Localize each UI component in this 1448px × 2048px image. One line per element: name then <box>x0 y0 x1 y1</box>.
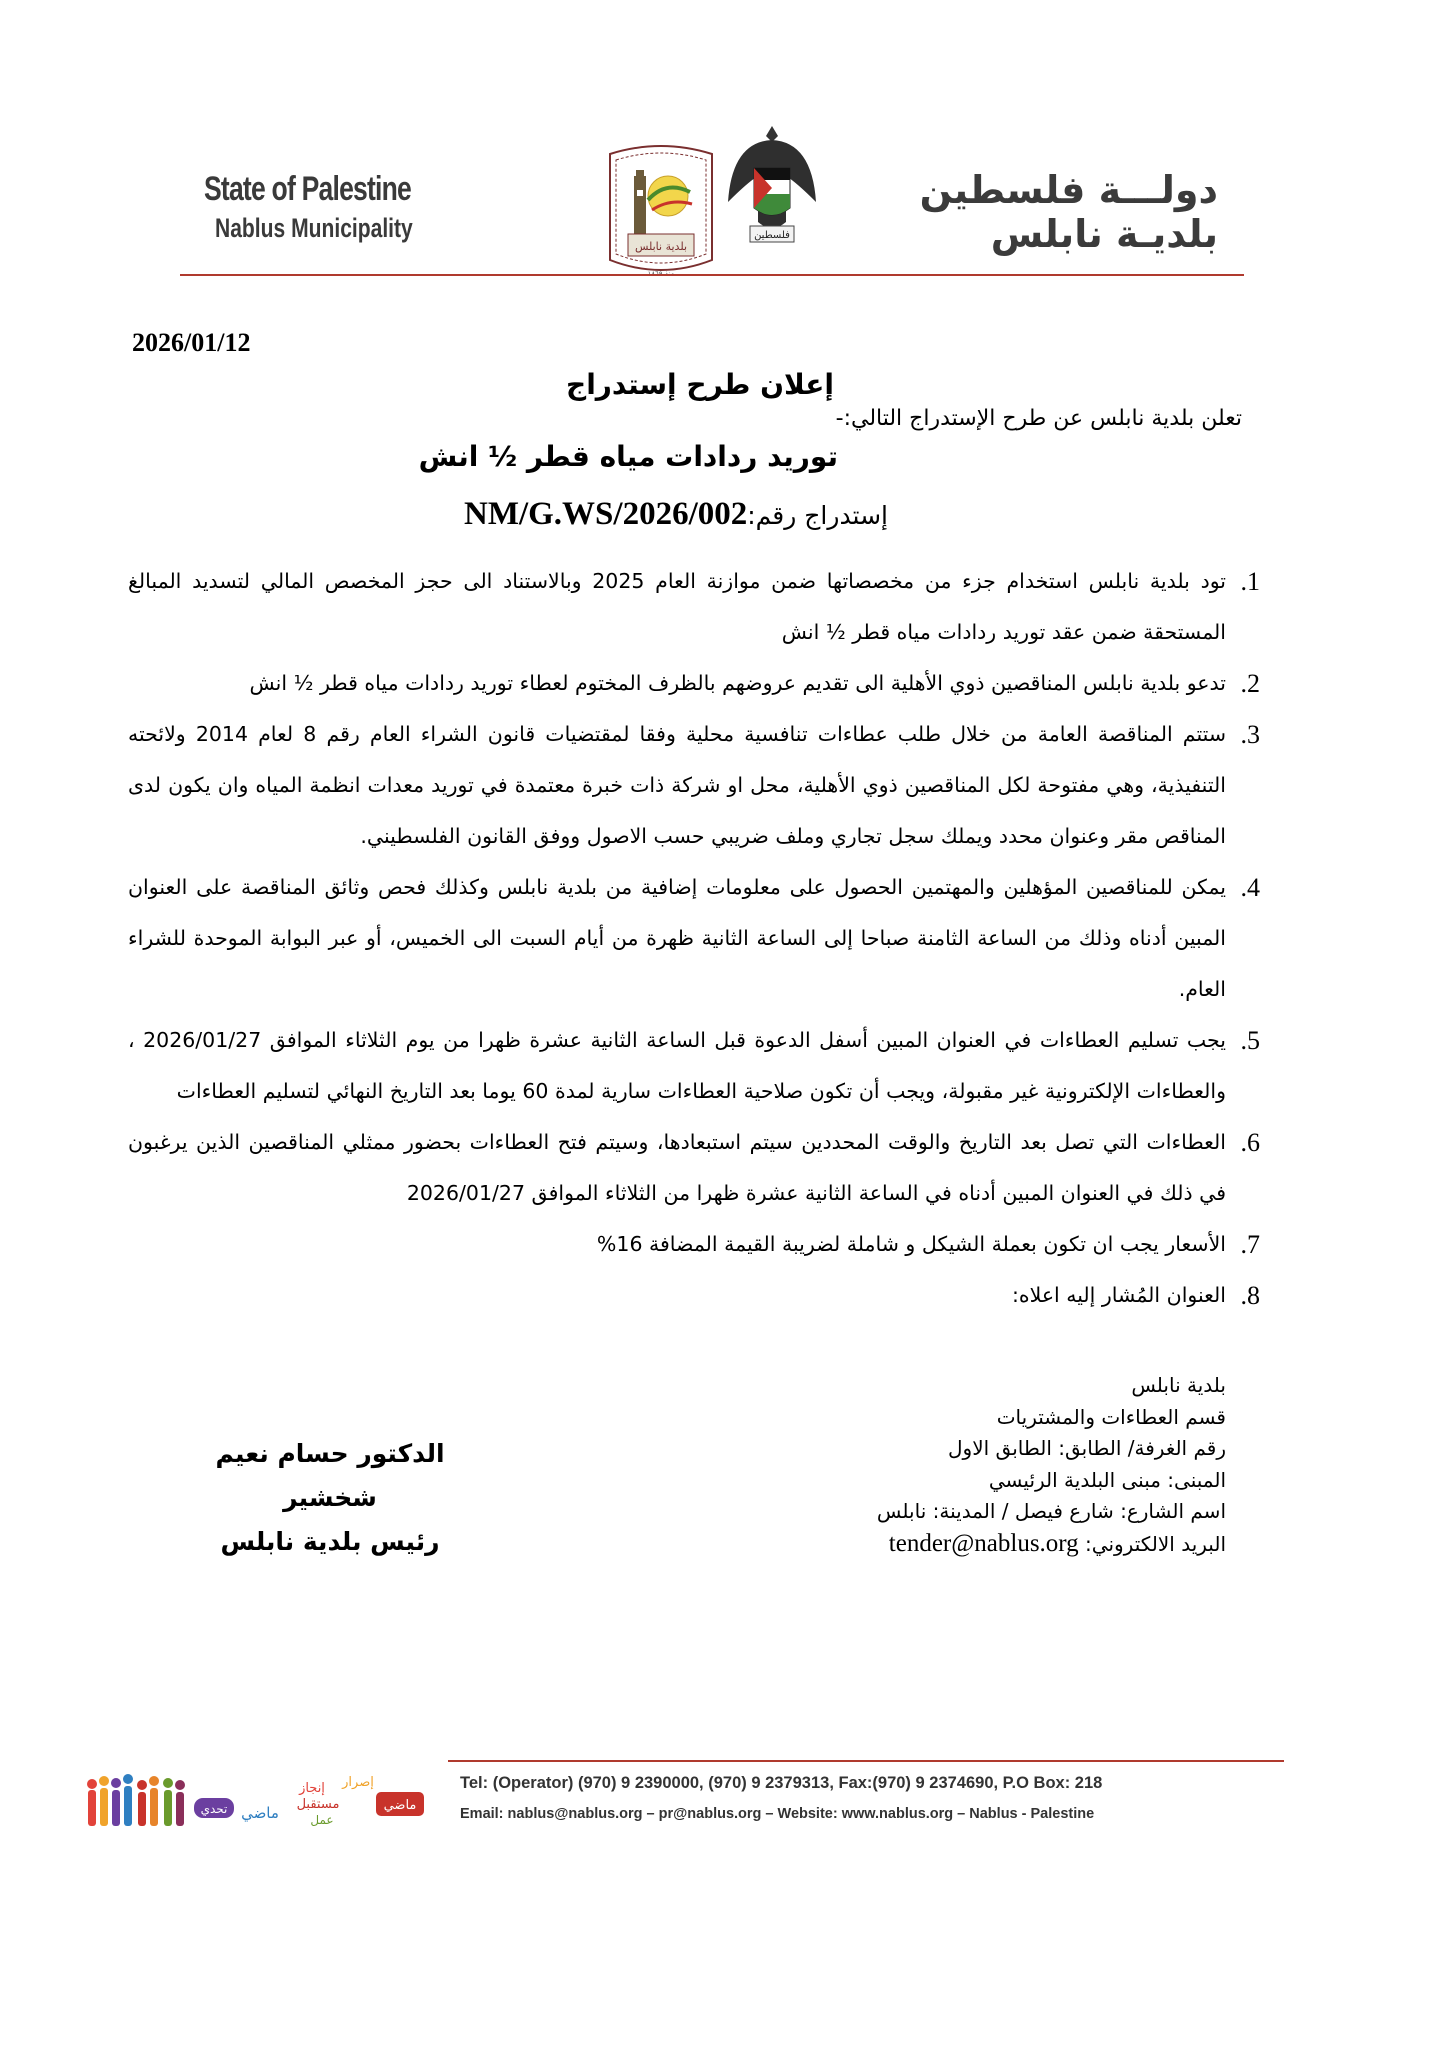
item-text: يجب تسليم العطاءات في العنوان المبين أسفل الدعوة قبل الساعة الثانية عشرة ظهرا من يوم الثلاثاء الموافق 2026/01/27 ، والعطاءات الإلكترونية غير مقبولة، ويجب أن تكون صلاحية العطاءات سارية لمدة 60 يوما بعد التاريخ النهائي لتسليم العطاءات <box>128 1028 1226 1103</box>
header-state-name: State of Palestine <box>204 170 412 208</box>
palestine-eagle-emblem-icon <box>724 122 820 262</box>
header-municipality-name: Nablus Municipality <box>215 213 413 243</box>
item-number: 7. <box>1240 1230 1260 1259</box>
item-text: تود بلدية نابلس استخدام جزء من مخصصاتها ضمن موازنة العام 2025 وبالاستناد الى حجز المخصص المالي لتسديد المبالغ المستحقة ضمن عقد توريد ردادات مياه قطر ½ انش <box>128 569 1226 644</box>
list-item <box>128 1219 1260 1270</box>
item-number: 5. <box>1240 1026 1260 1055</box>
document-date: 2026/01/12 <box>132 328 251 357</box>
item-text: الأسعار يجب ان تكون بعملة الشيكل و شاملة لضريبة القيمة المضافة 16% <box>596 1232 1226 1256</box>
email-address[interactable]: tender@nablus.org <box>888 1529 1079 1557</box>
list-item <box>128 556 1260 658</box>
slogan-word: إصرار <box>342 1775 374 1790</box>
header-divider <box>180 274 1244 276</box>
item-number: 1. <box>1240 567 1260 596</box>
delivery-address <box>877 1370 1226 1560</box>
reference-number: NM/G.WS/2026/002 <box>463 496 748 532</box>
slogan-word: عمل <box>310 1813 334 1827</box>
address-email-line <box>877 1528 1226 1561</box>
slogan-word: مستقبل <box>296 1797 340 1812</box>
address-line: بلدية نابلس <box>1131 1373 1226 1397</box>
footer-contact-web: Email: nablus@nablus.org – pr@nablus.org – Website: www.nablus.org – Nablus - Palestine <box>460 1806 1095 1822</box>
slogan-word: تحدي <box>200 1802 228 1816</box>
document-intro: تعلن بلدية نابلس عن طرح الإستدراج التالي:- <box>835 406 1242 431</box>
header-arabic <box>920 168 1218 256</box>
slogan-word: إنجاز <box>299 1781 325 1796</box>
item-text: العنوان المُشار إليه اعلاه: <box>1011 1283 1226 1307</box>
people-figures-icon <box>87 1774 185 1826</box>
address-line: قسم العطاءات والمشتريات <box>996 1404 1226 1429</box>
list-item <box>128 1270 1260 1321</box>
signatory-role: رئيس بلدية نابلس <box>220 1527 440 1556</box>
address-line: المبنى: مبنى البلدية الرئيسي <box>988 1467 1226 1492</box>
list-item <box>128 1015 1260 1117</box>
document-title: إعلان طرح إستدراج <box>566 368 834 401</box>
item-text: تدعو بلدية نابلس المناقصين ذوي الأهلية الى تقديم عروضهم بالظرف المختوم لعطاء توريد ردادات مياه قطر ½ انش <box>249 671 1226 695</box>
slogan-word: ماضي <box>383 1798 417 1813</box>
address-line: رقم الغرفة/ الطابق: الطابق الاول <box>948 1436 1226 1460</box>
item-number: 4. <box>1240 873 1260 902</box>
list-item <box>128 1117 1260 1219</box>
footer-slogan-logo-icon <box>86 1762 436 1832</box>
nablus-municipality-emblem-icon <box>600 140 722 282</box>
item-number: 2. <box>1240 669 1260 698</box>
header-english <box>204 170 434 244</box>
email-label: البريد الالكتروني: <box>1085 1531 1226 1556</box>
list-item <box>128 709 1260 862</box>
header-municipality-name-arabic: بلديـة نابلس <box>990 212 1218 256</box>
footer-contact-phones: Tel: (Operator) (970) 9 2390000, (970) 9 2379313, Fax:(970) 9 2374690, P.O Box: 218 <box>460 1774 1103 1792</box>
slogan-word: ماضي <box>241 1804 279 1822</box>
item-number: 8. <box>1240 1281 1260 1310</box>
emblem-right-caption: فلسطين <box>754 230 790 241</box>
list-item <box>128 658 1260 709</box>
signatory-name: الدكتور حسام نعيم شخشير <box>215 1439 445 1512</box>
emblem-left-caption: بلدية نابلس <box>634 240 688 253</box>
terms-list <box>128 556 1260 1321</box>
item-number: 6. <box>1240 1128 1260 1157</box>
signature-block <box>175 1432 485 1564</box>
document-subject: توريد ردادات مياه قطر ½ انش <box>418 440 838 473</box>
item-text: ستتم المناقصة العامة من خلال طلب عطاءات تنافسية محلية وفقا لمقتضيات قانون الشراء العام رقم 8 لعام 2014 ولائحته التنفيذية، وهي مفتوحة لكل المناقصين ذوي الأهلية، محل او شركة ذات خبرة معتمدة في توريد معدات انظمة المياه وان يكون لدى المناقص مقر وعنوان محدد ويملك سجل تجاري وملف ضريبي حسب الاصول ووفق القانون الفلسطيني. <box>128 722 1227 848</box>
footer-divider <box>448 1760 1284 1762</box>
address-line: اسم الشارع: شارع فيصل / المدينة: نابلس <box>876 1499 1226 1523</box>
list-item <box>128 862 1260 1015</box>
item-text: العطاءات التي تصل بعد التاريخ والوقت المحددين سيتم استبعادها، وسيتم فتح العطاءات بحضور ممثلي المناقصين الذين يرغبون في ذلك في العنوان المبين أدناه في الساعة الثانية عشرة ظهرا من الثلاثاء الموافق 2026/01/27 <box>128 1130 1226 1205</box>
item-text: يمكن للمناقصين المؤهلين والمهتمين الحصول على معلومات إضافية من بلدية نابلس وكذلك فحص وثائق المناقصة على العنوان المبين أدناه وذلك من الساعة الثامنة صباحا إلى الساعة الثانية ظهرة من أيام السبت الى الخميس، أو عبر البوابة الموحدة للشراء العام. <box>128 875 1226 1001</box>
header-state-name-arabic: دولـــة فلسطين <box>919 168 1218 212</box>
reference-line <box>464 496 888 533</box>
reference-label: إستدراج رقم: <box>747 501 888 530</box>
item-number: 3. <box>1240 720 1260 749</box>
